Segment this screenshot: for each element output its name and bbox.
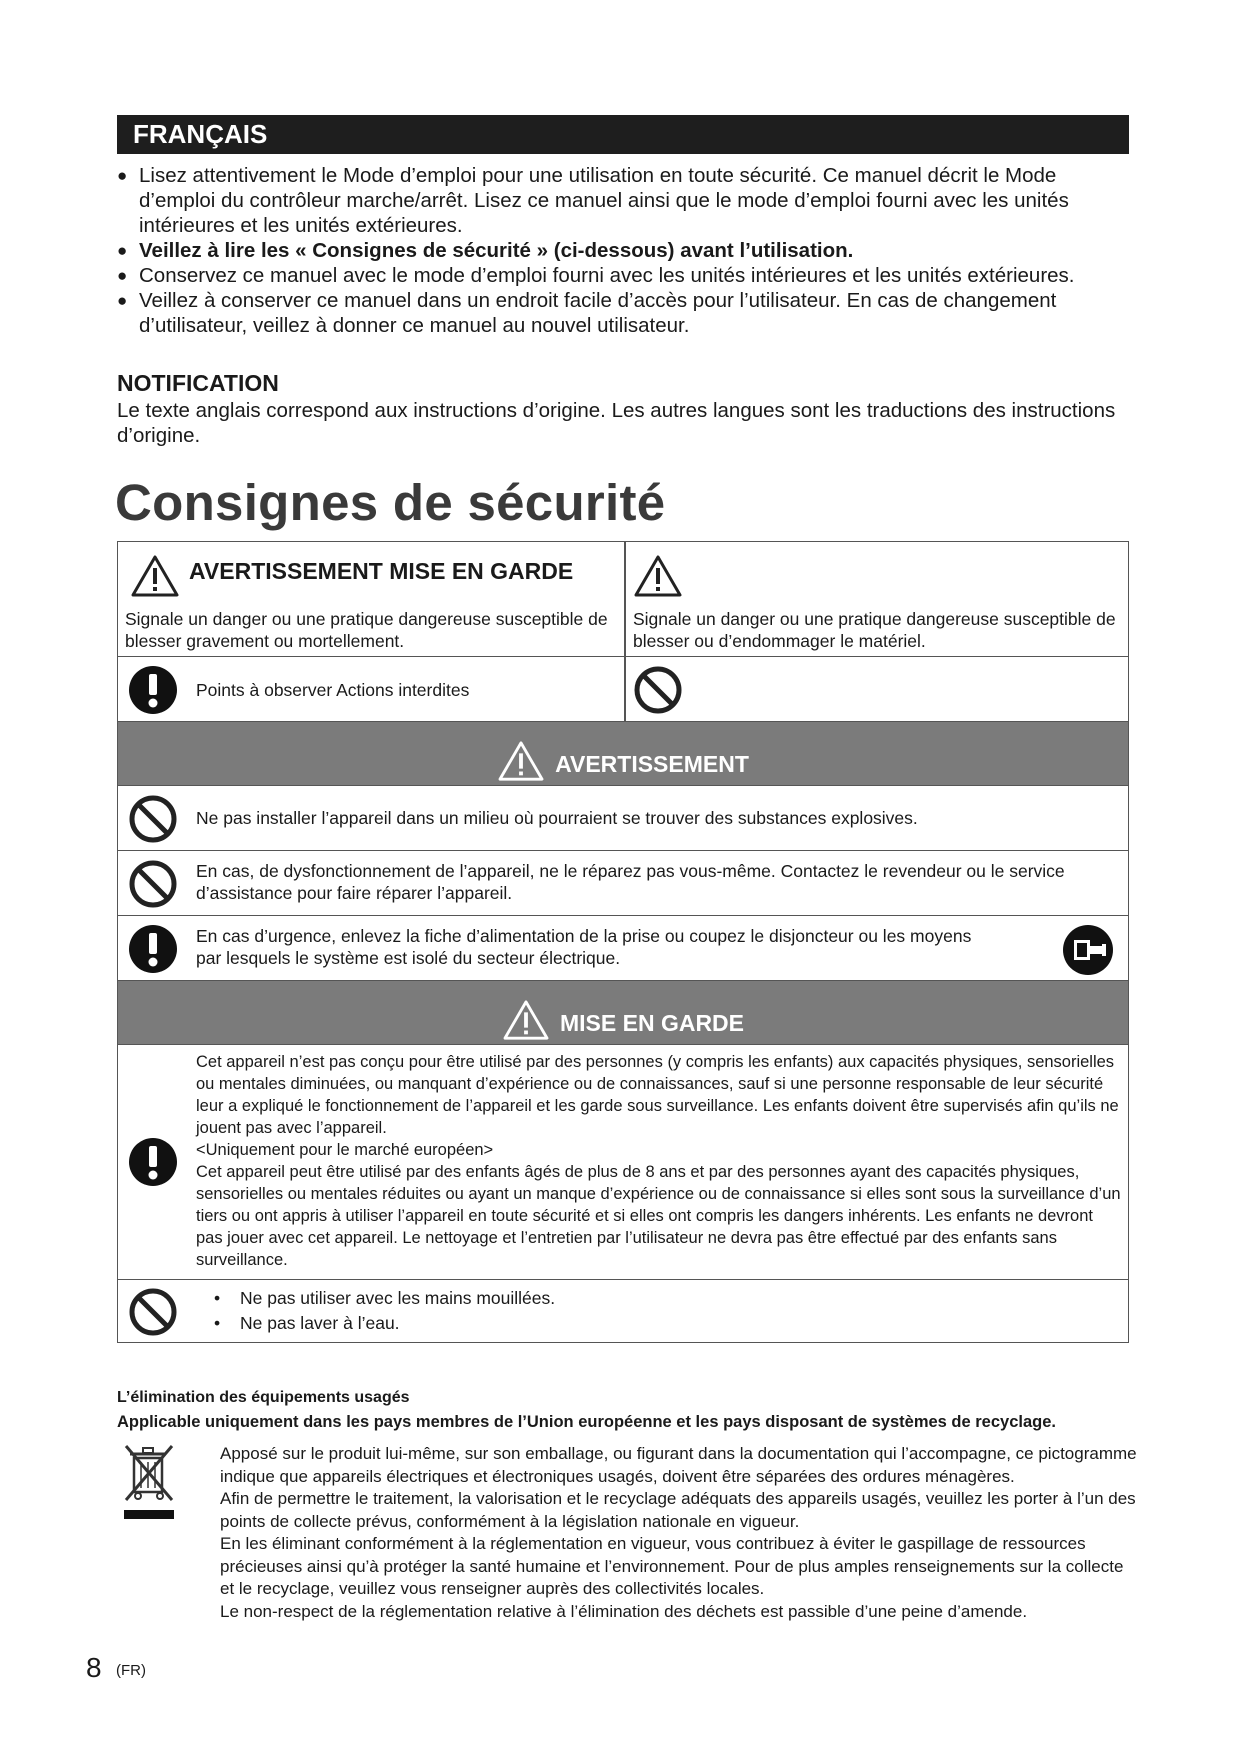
- warning-title: AVERTISSEMENT: [555, 751, 749, 777]
- prohibited-icon: [128, 1287, 178, 1337]
- warning-triangle-icon: [130, 554, 180, 598]
- bullet-dot-icon: ●: [117, 266, 128, 285]
- intro-bullet: ● Veillez à conserver ce manuel dans un endroit facile d’accès pour l’utilisateur. En cas de changement d’utilisateur, veillez à donner ce manuel au nouvel utilisateur.: [117, 289, 1057, 337]
- legend-divider: [624, 542, 626, 722]
- warning-item: [118, 851, 1128, 916]
- caution-triangle-icon: [502, 999, 550, 1041]
- intro-bullet: ● Lisez attentivement le Mode d’emploi pour une utilisation en toute sécurité. Ce manuel décrit le Mode d’emploi du contrôleur marche/arrêt. Lisez ce manuel ainsi que le mode d’emploi fourni avec les unités intérieures et les unités extérieures.: [117, 164, 1069, 237]
- bullet-dot-icon: ●: [117, 291, 128, 310]
- page-number: 8: [86, 1652, 102, 1683]
- caution-bullet: • Ne pas laver à l’eau.: [214, 1313, 400, 1333]
- legend-row: [118, 542, 1128, 657]
- disposal-line: Apposé sur le produit lui-même, sur son emballage, ou figurant dans la documentation qui l’accompagne, ce pictogramme indique que appareils électriques et électroniques usagés, doivent être séparées des ordures ménagères.: [220, 1444, 1137, 1486]
- disposal-line: Afin de permettre le traitement, la valorisation et le recyclage adéquats des appareils usagés, veuillez les porter à l’un des points de collecte prévus, conformément à la législation nationale en vigueur.: [220, 1489, 1136, 1531]
- caution-band: [118, 981, 1128, 1045]
- prohibited-icon: [128, 794, 178, 844]
- disposal-text: [220, 1443, 1140, 1623]
- notification-text: Le texte anglais correspond aux instructions d’origine. Les autres langues sont les traductions des instructions d’origine.: [117, 399, 1116, 447]
- caution-item: [118, 1280, 1128, 1344]
- warning-text: En cas, de dysfonctionnement de l’appareil, ne le réparez pas vous-même. Contactez le revendeur ou le service d’assistance pour faire réparer l’appareil.: [196, 861, 1065, 903]
- caution-description: Signale un danger ou une pratique dangereuse susceptible de blesser ou d’endommager le matériel.: [633, 609, 1116, 651]
- warning-triangle-icon: [497, 740, 545, 782]
- mandatory-icon: [128, 1137, 178, 1187]
- caution-paragraph: Cet appareil n’est pas conçu pour être utilisé par des personnes (y compris les enfants) aux capacités physiques, sensorielles ou mentales diminuées, ou manquant d’expérience ou de connaissances, sauf si une personne responsable de leur sécurité leur a expliqué le fonctionnement de l’appareil et les garde sous surveillance. Les enfants doivent être supervisés afin qu’ils ne jouent pas avec l’appareil.: [196, 1053, 1119, 1137]
- unplug-icon: [1062, 924, 1114, 976]
- caution-triangle-icon: [633, 554, 683, 598]
- bullet-dot-icon: ●: [117, 166, 128, 185]
- eu-paragraph: Cet appareil peut être utilisé par des enfants âgés de plus de 8 ans et par des personnes ayant des capacités physiques, sensorielles ou mentales réduites ou ayant un manque d’expérience ou de connaissance si elles sont sous la surveillance d’un tiers ou ont appris à utiliser l’appareil en toute sécurité et si elles ont compris les dangers inhérents. Les enfants ne devront pas jouer avec cet appareil. Le nettoyage et l’entretien par l’utilisateur ne devra pas être effectué par des enfants sans surveillance.: [196, 1163, 1121, 1269]
- warning-item: [118, 916, 1128, 981]
- caution-bullet: • Ne pas utiliser avec les mains mouillées.: [214, 1288, 556, 1308]
- points-label: Points à observer Actions interdites: [196, 680, 470, 700]
- mandatory-icon: [128, 665, 178, 715]
- language-header: FRANÇAIS: [117, 115, 1129, 154]
- weee-bin-icon: [120, 1442, 180, 1522]
- prohibited-icon: [128, 859, 178, 909]
- notification-heading: NOTIFICATION: [117, 370, 279, 396]
- eu-only-note: <Uniquement pour le marché européen>: [196, 1141, 494, 1159]
- bullet-dot-icon: •: [214, 1288, 221, 1308]
- legend-title: AVERTISSEMENT MISE EN GARDE: [189, 558, 574, 584]
- intro-bullet: ● Veillez à lire les « Consignes de sécurité » (ci-dessous) avant l’utilisation.: [117, 239, 854, 262]
- prohibited-icon: [633, 665, 683, 715]
- mandatory-icon: [128, 924, 178, 974]
- disposal-line: Le non-respect de la réglementation relative à l’élimination des déchets est passible d’une peine d’amende.: [220, 1601, 1028, 1621]
- safety-table: [117, 541, 1129, 1343]
- intro-bullet: ● Conservez ce manuel avec le mode d’emploi fourni avec les unités intérieures et les unités extérieures.: [117, 264, 1075, 287]
- disposal-heading: L’élimination des équipements usagés: [117, 1389, 410, 1406]
- disposal-line: En les éliminant conformément à la réglementation en vigueur, vous contribuez à éviter le gaspillage de ressources précieuses ainsi qu’à protéger la santé humaine et l’environnement. Pour de plus amples renseignements sur la collecte et le recyclage, veuillez vous renseigner auprès des collectivités locales.: [220, 1534, 1124, 1598]
- intro-list: [117, 163, 1137, 338]
- caution-title: MISE EN GARDE: [559, 1010, 745, 1036]
- legend-row: [118, 657, 1128, 722]
- warning-text: En cas d’urgence, enlevez la fiche d’alimentation de la prise ou coupez le disjoncteur ou les moyens par lesquels le système est isolé du secteur électrique.: [196, 926, 972, 968]
- bullet-dot-icon: •: [214, 1313, 221, 1333]
- warning-item: [118, 786, 1128, 851]
- disposal-subheading: Applicable uniquement dans les pays membres de l’Union européenne et les pays disposant de systèmes de recyclage.: [117, 1413, 1056, 1431]
- caution-item: [118, 1045, 1128, 1280]
- bullet-dot-icon: ●: [117, 241, 128, 260]
- warning-text: Ne pas installer l’appareil dans un milieu où pourraient se trouver des substances explosives.: [196, 808, 918, 828]
- page-title: Consignes de sécurité: [115, 474, 666, 531]
- page-language-code: (FR): [116, 1662, 146, 1679]
- warning-description: Signale un danger ou une pratique dangereuse susceptible de blesser gravement ou mortellement.: [125, 609, 608, 651]
- warning-band: [118, 722, 1128, 786]
